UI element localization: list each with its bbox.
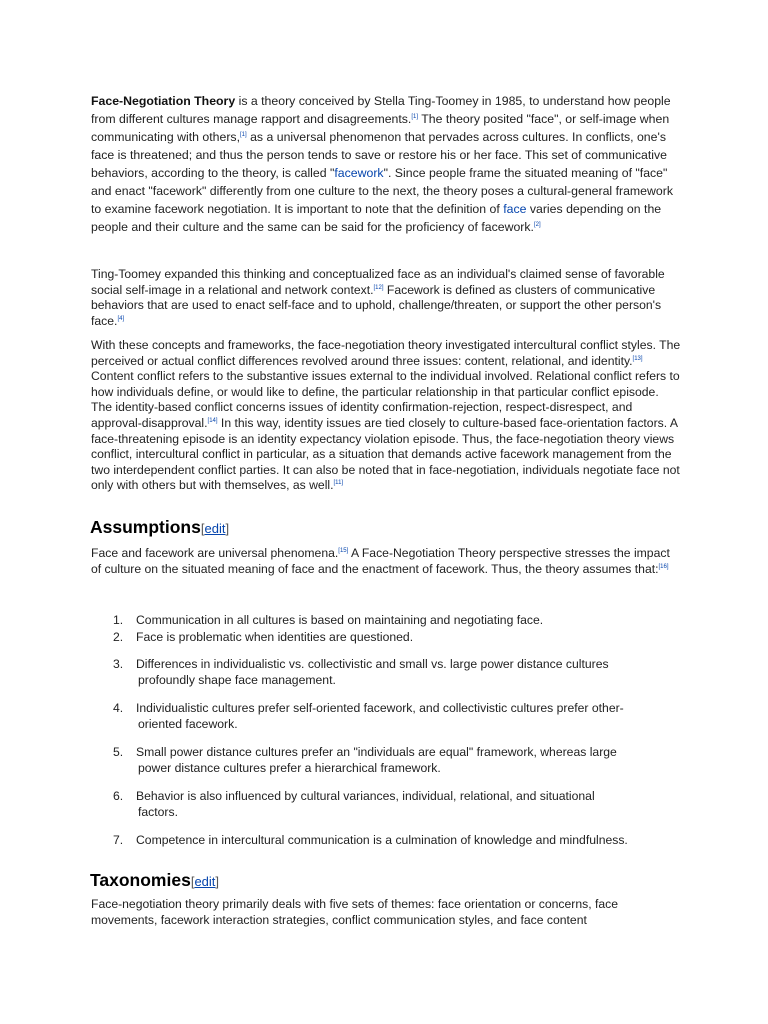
list-item bbox=[113, 832, 673, 848]
list-text: Individualistic cultures prefer self-oriented facework, and collectivistic cultures prefer other- bbox=[136, 701, 624, 715]
citation-link[interactable]: [1] bbox=[240, 131, 247, 138]
intro-text: as a universal phenomenon that pervades across cultures. In conflicts, one's face is threatened; and thus the person tends to save or restore his or her face. This set of communicative behaviors, according to the theory, is called " bbox=[91, 130, 667, 180]
intro-paragraph bbox=[91, 92, 681, 236]
citation-link[interactable]: [13] bbox=[632, 355, 643, 362]
list-text: Small power distance cultures prefer an "individuals are equal" framework, whereas large bbox=[136, 745, 617, 759]
bracket-close: ] bbox=[225, 521, 230, 536]
paragraph-text: Facework is defined as clusters of communicative behaviors that are used to enact self-face and to uphold, challenge/threaten, or support the other person's face. bbox=[91, 282, 662, 328]
list-item bbox=[113, 629, 673, 645]
paragraph-text: In this way, identity issues are tied closely to culture-based face-orientation factors. A face-threatening episode is an identity expectancy violation episode. Thus, the face-negotiation theory views conflict, intercultural conflict in particular, as a situation that demands active facework management from the two interdependent conflict parties. It can also be noted that in face-negotiation, individuals negotiate face not only with others but with themselves, as well. bbox=[91, 415, 680, 493]
list-item bbox=[113, 656, 673, 688]
list-number: 1. bbox=[113, 613, 124, 627]
list-item bbox=[113, 788, 673, 820]
list-text: Behavior is also influenced by cultural variances, individual, relational, and situational bbox=[136, 789, 595, 803]
assumptions-heading bbox=[90, 516, 229, 540]
taxonomies-heading bbox=[90, 869, 219, 893]
theory-term: Face-Negotiation Theory bbox=[91, 94, 236, 108]
edit-section bbox=[201, 521, 229, 536]
list-text-continued: profoundly shape face management. bbox=[138, 673, 336, 687]
list-text-continued: oriented facework. bbox=[138, 717, 238, 731]
paragraph-text: A Face-Negotiation Theory perspective stresses the impact of culture on the situated meaning of face and the enactment of facework. Thus, the theory assumes that: bbox=[91, 546, 670, 576]
bracket-open: [ bbox=[200, 521, 205, 536]
list-item bbox=[113, 700, 673, 732]
bracket-close: ] bbox=[215, 874, 220, 889]
citation-link[interactable]: [1] bbox=[411, 113, 419, 120]
citation-link[interactable]: [15] bbox=[338, 547, 349, 554]
list-item bbox=[113, 612, 673, 628]
list-number: 2. bbox=[113, 630, 124, 644]
list-number: 6. bbox=[113, 789, 124, 803]
bracket-open: [ bbox=[190, 874, 195, 889]
paragraph-text: Face and facework are universal phenomena. bbox=[91, 546, 339, 560]
intro-text: ". Since people frame the situated meaning of "face" and enact "facework" differently from one culture to the next, the theory poses a cultural-general framework to examine facework negotiation. It is important to note that the definition of bbox=[91, 166, 673, 216]
intro-text: is a theory conceived by Stella Ting-Toomey in 1985, to understand how people from different cultures manage rapport and disagreements. bbox=[91, 94, 671, 126]
list-number: 5. bbox=[113, 745, 124, 759]
paragraph-text: Ting-Toomey expanded this thinking and conceptualized face as an individual's claimed sense of favorable social self-image in a relational and network context. bbox=[91, 267, 665, 297]
list-text: Competence in intercultural communication is a culmination of knowledge and mindfulness. bbox=[136, 833, 628, 847]
citation-link[interactable]: [14] bbox=[207, 417, 218, 424]
edit-section bbox=[191, 874, 219, 889]
list-number: 4. bbox=[113, 701, 124, 715]
section-title: Taxonomies bbox=[90, 870, 191, 890]
list-number: 7. bbox=[113, 833, 124, 847]
citation-link[interactable]: [11] bbox=[333, 480, 344, 487]
section-title: Assumptions bbox=[90, 517, 201, 537]
paragraph-text: With these concepts and frameworks, the face-negotiation theory investigated intercultural conflict styles. The perceived or actual conflict differences revolved around three issues: content, relational, and identity. bbox=[91, 338, 681, 368]
citation-link[interactable]: [2] bbox=[533, 221, 541, 228]
paragraph-text: Content conflict refers to the substantive issues external to the individual involved. Relational conflict refers to how individuals define, or would like to define, the particular relationship in that particular conflict episode. The identity-based conflict concerns issues of identity confirmation-rejection, respect-disrespect, and approval-disapproval. bbox=[91, 369, 680, 430]
assumptions-intro bbox=[91, 546, 681, 577]
edit-link[interactable]: edit bbox=[194, 874, 216, 889]
edit-link[interactable]: edit bbox=[204, 521, 226, 536]
list-text: Communication in all cultures is based on maintaining and negotiating face. bbox=[136, 613, 544, 627]
taxonomies-paragraph: Face-negotiation theory primarily deals with five sets of themes: face orientation or concerns, face movements, facework interaction strategies, conflict communication styles, and face content bbox=[91, 897, 619, 927]
citation-link[interactable]: [16] bbox=[658, 563, 669, 570]
assumptions-list bbox=[113, 612, 673, 848]
citation-link[interactable]: [4] bbox=[117, 315, 125, 322]
list-text-continued: power distance cultures prefer a hierarchical framework. bbox=[138, 761, 441, 775]
facework-link[interactable]: facework bbox=[334, 166, 384, 180]
list-number: 3. bbox=[113, 657, 124, 671]
list-text: Face is problematic when identities are questioned. bbox=[136, 630, 414, 644]
intro-text: varies depending on the people and their culture and the same can be said for the proficiency of facework. bbox=[91, 202, 662, 234]
conflict-paragraph bbox=[91, 338, 681, 494]
list-text: Differences in individualistic vs. collectivistic and small vs. large power distance cultures bbox=[136, 657, 609, 671]
ting-toomey-paragraph bbox=[91, 267, 681, 329]
intro-text: The theory posited "face", or self-image when communicating with others, bbox=[91, 112, 670, 144]
list-text-continued: factors. bbox=[138, 805, 178, 819]
face-link[interactable]: face bbox=[503, 202, 527, 216]
list-item bbox=[113, 744, 673, 776]
citation-link[interactable]: [12] bbox=[373, 284, 384, 291]
